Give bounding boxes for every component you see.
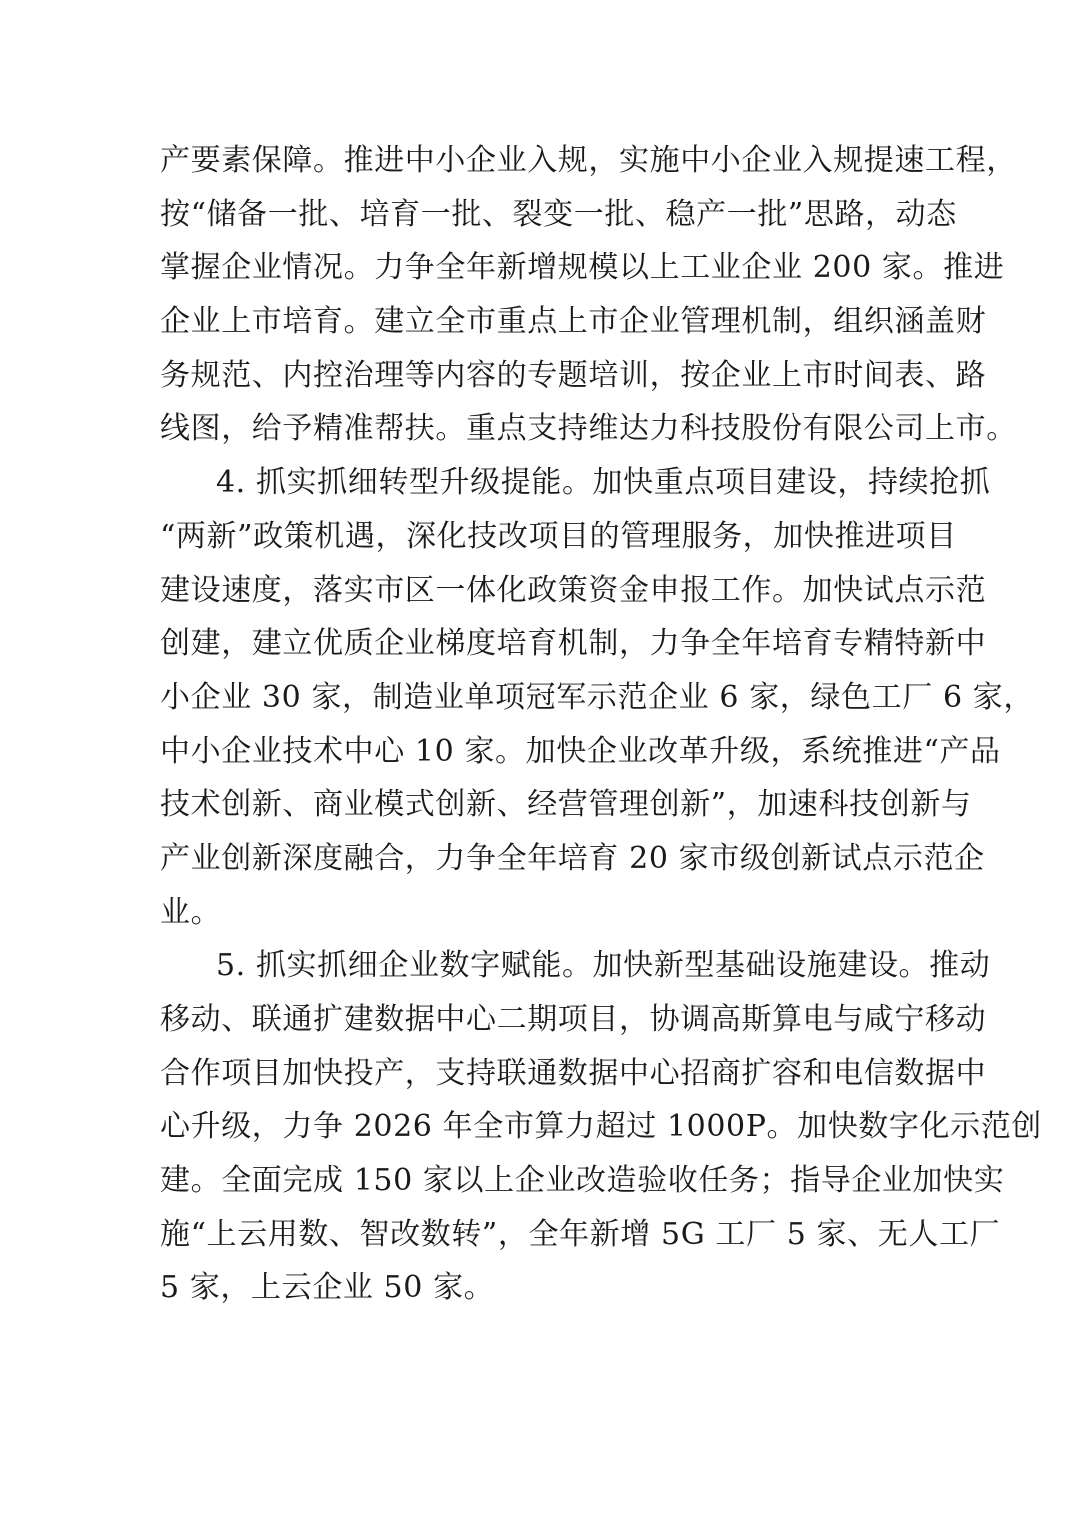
text-line: 心升级，力争 2026 年全市算力超过 1000P。加快数字化示范创 bbox=[160, 1109, 1042, 1145]
text-line: 移动、联通扩建数据中心二期项目，协调高斯算电与咸宁移动 bbox=[160, 1002, 987, 1037]
text-line: 产要素保障。推进中小企业入规，实施中小企业入规提速工程， bbox=[160, 143, 1017, 178]
text-line: 业。 bbox=[160, 894, 222, 930]
text-line: 按“储备一批、培育一批、裂变一批、稳产一批”思路，动态 bbox=[160, 196, 957, 232]
text-line: 中小企业技术中心 10 家。加快企业改革升级，系统推进“产品 bbox=[160, 733, 1001, 769]
text-line: 建。全面完成 150 家以上企业改造验收任务；指导企业加快实 bbox=[160, 1163, 1005, 1199]
body-text bbox=[160, 134, 1042, 1315]
text-line: 掌握企业情况。力争全年新增规模以上工业企业 200 家。推进 bbox=[160, 250, 1005, 286]
section-heading-5: 5. 抓实抓细企业数字赋能。加快新型基础设施建设。推动 bbox=[216, 948, 991, 984]
text-line: 5 家，上云企业 50 家。 bbox=[160, 1270, 495, 1306]
text-line: 建设速度，落实市区一体化政策资金申报工作。加快试点示范 bbox=[160, 572, 987, 608]
text-line: 小企业 30 家，制造业单项冠军示范企业 6 家，绿色工厂 6 家， bbox=[160, 679, 1034, 715]
text-line: 施“上云用数、智改数转”，全年新增 5G 工厂 5 家、无人工厂 bbox=[160, 1216, 1001, 1252]
text-line: 企业上市培育。建立全市重点上市企业管理机制，组织涵盖财 bbox=[160, 304, 987, 340]
text-line: 线图，给予精准帮扶。重点支持维达力科技股份有限公司上市。 bbox=[160, 411, 1017, 447]
text-line: “两新”政策机遇，深化技改项目的管理服务，加快推进项目 bbox=[160, 518, 957, 554]
text-line: 创建，建立优质企业梯度培育机制，力争全年培育专精特新中 bbox=[160, 626, 987, 662]
section-heading-4: 4. 抓实抓细转型升级提能。加快重点项目建设，持续抢抓 bbox=[216, 465, 991, 501]
text-line: 合作项目加快投产，支持联通数据中心招商扩容和电信数据中 bbox=[160, 1055, 987, 1091]
text-line: 产业创新深度融合，力争全年培育 20 家市级创新试点示范企 bbox=[160, 840, 985, 876]
text-line: 技术创新、商业模式创新、经营管理创新”，加速科技创新与 bbox=[160, 787, 972, 823]
text-line: 务规范、内控治理等内容的专题培训，按企业上市时间表、路 bbox=[160, 357, 987, 393]
